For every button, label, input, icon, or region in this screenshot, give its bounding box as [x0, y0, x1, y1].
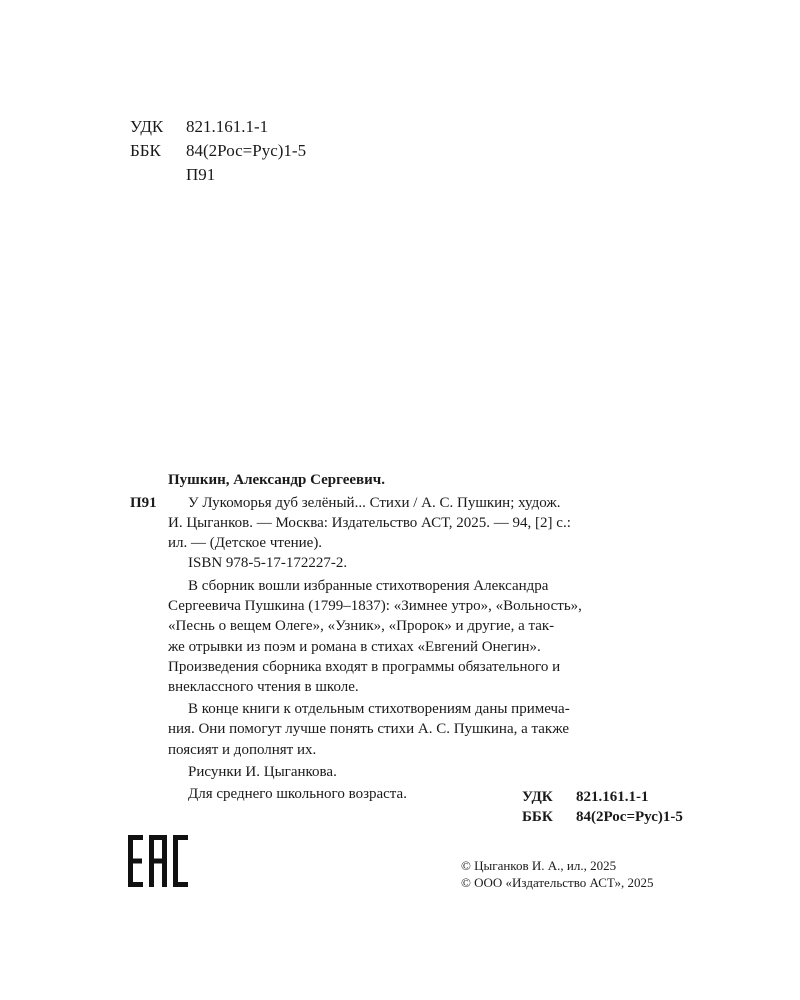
isbn: ISBN 978-5-17-172227-2. [188, 555, 348, 571]
annotation-line: же отрывки из поэм и романа в стихах «Евгений Онегин». [168, 638, 541, 655]
bbk-label: ББК [522, 809, 553, 825]
card-author-code: П91 [130, 495, 157, 511]
annotation-line: «Песнь о вещем Олеге», «Узник», «Пророк» и другие, а так- [168, 618, 555, 635]
copyright-publisher: © ООО «Издательство АСТ», 2025 [461, 875, 654, 890]
annotation-line: Произведения сборника входят в программы обязательного и [168, 658, 561, 675]
udk-bottom-row [522, 787, 649, 807]
udk-value: 821.161.1-1 [576, 789, 649, 805]
annotation-line: В сборник вошли избранные стихотворения Александра [188, 578, 549, 594]
udk-top-row [130, 116, 268, 138]
bbk-value: 84(2Рос=Рус)1-5 [576, 809, 683, 825]
description-line: У Лукоморья дуб зелёный... Стихи / А. С. Пушкин; худож. [188, 495, 561, 511]
annotation-line: ния. Они помогут лучше понять стихи А. С. Пушкина, а также [168, 721, 570, 738]
bbk-top-row [130, 140, 306, 162]
card-author: Пушкин, Александр Сергеевич. [168, 472, 385, 488]
udk-label: УДК [130, 117, 164, 136]
copyright-illustrator: © Цыганков И. А., ил., 2025 [461, 858, 617, 873]
card-description [168, 493, 720, 554]
annotation-line: внеклассного чтения в школе. [168, 679, 359, 696]
bbk-value: 84(2Рос=Рус)1-5 [186, 141, 307, 160]
annotation [168, 576, 720, 806]
description-line: И. Цыганков. — Москва: Издательство АСТ, 2025. — 94, [2] с.: [168, 515, 571, 532]
author-code-top: П91 [186, 165, 216, 184]
annotation-line: В конце книги к отдельным стихотворениям даны примеча- [188, 701, 570, 718]
annotation-paragraph-1 [168, 576, 720, 697]
illustrations-note [168, 762, 720, 782]
illustrations-text: Рисунки И. Цыганкова. [188, 763, 337, 780]
annotation-line: Сергеевича Пушкина (1799–1837): «Зимнее утро», «Вольность», [168, 598, 582, 615]
bbk-bottom-row [522, 807, 683, 827]
eac-logo [128, 835, 190, 887]
udk-label: УДК [522, 789, 553, 805]
description-line: ил. — (Детское чтение). [168, 535, 323, 552]
annotation-line: поясият и дополнят их. [168, 741, 317, 758]
annotation-paragraph-2 [168, 699, 720, 760]
bbk-label: ББК [130, 141, 161, 160]
udk-value: 821.161.1-1 [186, 117, 269, 136]
age-note-text: Для среднего школьного возраста. [188, 786, 407, 803]
